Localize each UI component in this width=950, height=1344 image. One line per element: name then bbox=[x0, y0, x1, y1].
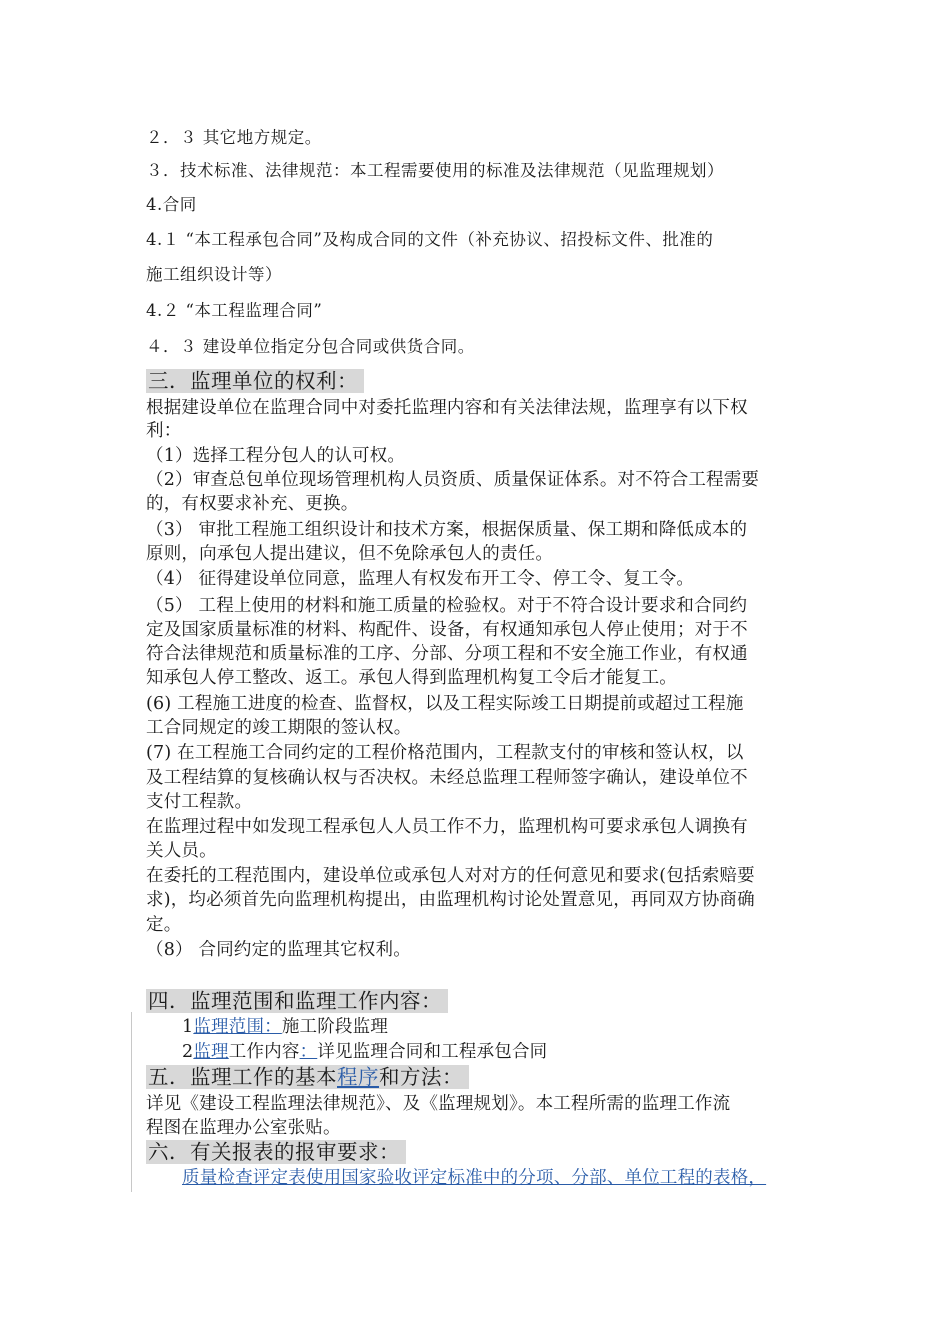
text-line: 4.合同 bbox=[146, 195, 197, 214]
item-text: 施工阶段监理 bbox=[281, 1017, 389, 1037]
item-text: 工作内容 bbox=[228, 1042, 300, 1062]
text-line: 支付工程款。 bbox=[146, 792, 253, 812]
text-line: (7) 在工程施工合同约定的工程价格范围内，工程款支付的审核和签认权，以 bbox=[146, 743, 744, 763]
heading-text: 四．监理范围和监理工作内容： bbox=[146, 989, 448, 1013]
heading-text: 三．监理单位的权利： bbox=[146, 369, 364, 393]
procedure-link[interactable]: 程序 bbox=[337, 1065, 379, 1089]
report-requirement-link[interactable]: 质量检查评定表使用国家验收评定标准中的分项、分部、单位工程的表格， bbox=[182, 1168, 767, 1188]
text-line: 工合同规定的竣工期限的签认权。 bbox=[146, 718, 412, 738]
text-line: （5） 工程上使用的材料和施工质量的检验权。对于不符合设计要求和合同约 bbox=[146, 596, 748, 616]
supervision-link[interactable]: 监理 bbox=[193, 1042, 229, 1062]
text-line: 求)，均必须首先向监理机构提出，由监理机构讨论处置意见，再同双方协商确 bbox=[146, 890, 755, 910]
text-line: 根据建设单位在监理合同中对委托监理内容和有关法律法规，监理享有以下权 bbox=[146, 398, 748, 418]
heading-text bbox=[146, 1065, 469, 1089]
text-line: 详见《建设工程监理法律规范》、及《监理规划》。本工程所需的监理工作流 bbox=[146, 1094, 731, 1114]
text-line: 及工程结算的复核确认权与否决权。未经总监理工程师签字确认，建设单位不 bbox=[146, 768, 748, 788]
supervision-scope-link[interactable]: 监理范围： bbox=[193, 1017, 282, 1037]
text-line: 程图在监理办公室张贴。 bbox=[146, 1118, 341, 1138]
heading-text: 六．有关报表的报审要求： bbox=[146, 1140, 406, 1164]
text-line: ３．技术标准、法律规范：本工程需要使用的标准及法律规范（见监理规划） bbox=[146, 161, 724, 180]
text-line: （2）审查总包单位现场管理机构人员资质、质量保证体系。对不符合工程需要 bbox=[146, 470, 760, 490]
text-line: (6) 工程施工进度的检查、监督权，以及工程实际竣工日期提前或超过工程施 bbox=[146, 694, 744, 714]
text-line: 在委托的工程范围内，建设单位或承包人对对方的任何意见和要求(包括索赔要 bbox=[146, 866, 755, 886]
text-line: 原则，向承包人提出建议，但不免除承包人的责任。 bbox=[146, 544, 554, 564]
text-line: （8） 合同约定的监理其它权利。 bbox=[146, 940, 411, 960]
section-heading-4 bbox=[146, 988, 448, 1014]
section-heading-6 bbox=[146, 1139, 406, 1165]
text-line: 施工组织设计等） bbox=[146, 265, 282, 284]
list-item bbox=[182, 1015, 388, 1039]
text-line: 在监理过程中如发现工程承包人人员工作不力，监理机构可要求承包人调换有 bbox=[146, 817, 748, 837]
text-line: 定。 bbox=[146, 915, 182, 935]
section-heading-3 bbox=[146, 368, 364, 394]
text-line: ４．３ 建设单位指定分包合同或供货合同。 bbox=[146, 337, 475, 356]
item-text: 详见监理合同和工程承包合同 bbox=[317, 1042, 548, 1062]
text-line: 利： bbox=[146, 421, 182, 441]
text-line: 4.２ “本工程监理合同” bbox=[146, 301, 323, 320]
list-item bbox=[182, 1040, 547, 1064]
colon-link[interactable]: ： bbox=[299, 1042, 318, 1062]
revision-bar bbox=[131, 1012, 132, 1192]
text-line: 4.１ “本工程承包合同”及构成合同的文件（补充协议、招投标文件、批准的 bbox=[146, 230, 714, 249]
text-line: 关人员。 bbox=[146, 841, 217, 861]
item-number: 1 bbox=[182, 1017, 194, 1037]
section-heading-5 bbox=[146, 1064, 469, 1090]
text-line: ２．３ 其它地方规定。 bbox=[146, 128, 322, 147]
text-line: （1）选择工程分包人的认可权。 bbox=[146, 446, 406, 466]
text-line: 符合法律规范和质量标准的工序、分部、分项工程和不安全施工作业，有权通 bbox=[146, 644, 748, 664]
item-number: 2 bbox=[182, 1042, 194, 1062]
heading-part: 和方法： bbox=[379, 1065, 463, 1089]
text-line: 的，有权要求补充、更换。 bbox=[146, 494, 359, 514]
text-line: 知承包人停工整改、返工。承包人得到监理机构复工令后才能复工。 bbox=[146, 668, 677, 688]
text-line: （3） 审批工程施工组织设计和技术方案，根据保质量、保工期和降低成本的 bbox=[146, 520, 748, 540]
text-line: （4） 征得建设单位同意，监理人有权发布开工令、停工令、复工令。 bbox=[146, 569, 695, 589]
heading-part: 五．监理工作的基本 bbox=[148, 1065, 337, 1089]
text-line: 定及国家质量标准的材料、构配件、设备，有权通知承包人停止使用；对于不 bbox=[146, 620, 748, 640]
